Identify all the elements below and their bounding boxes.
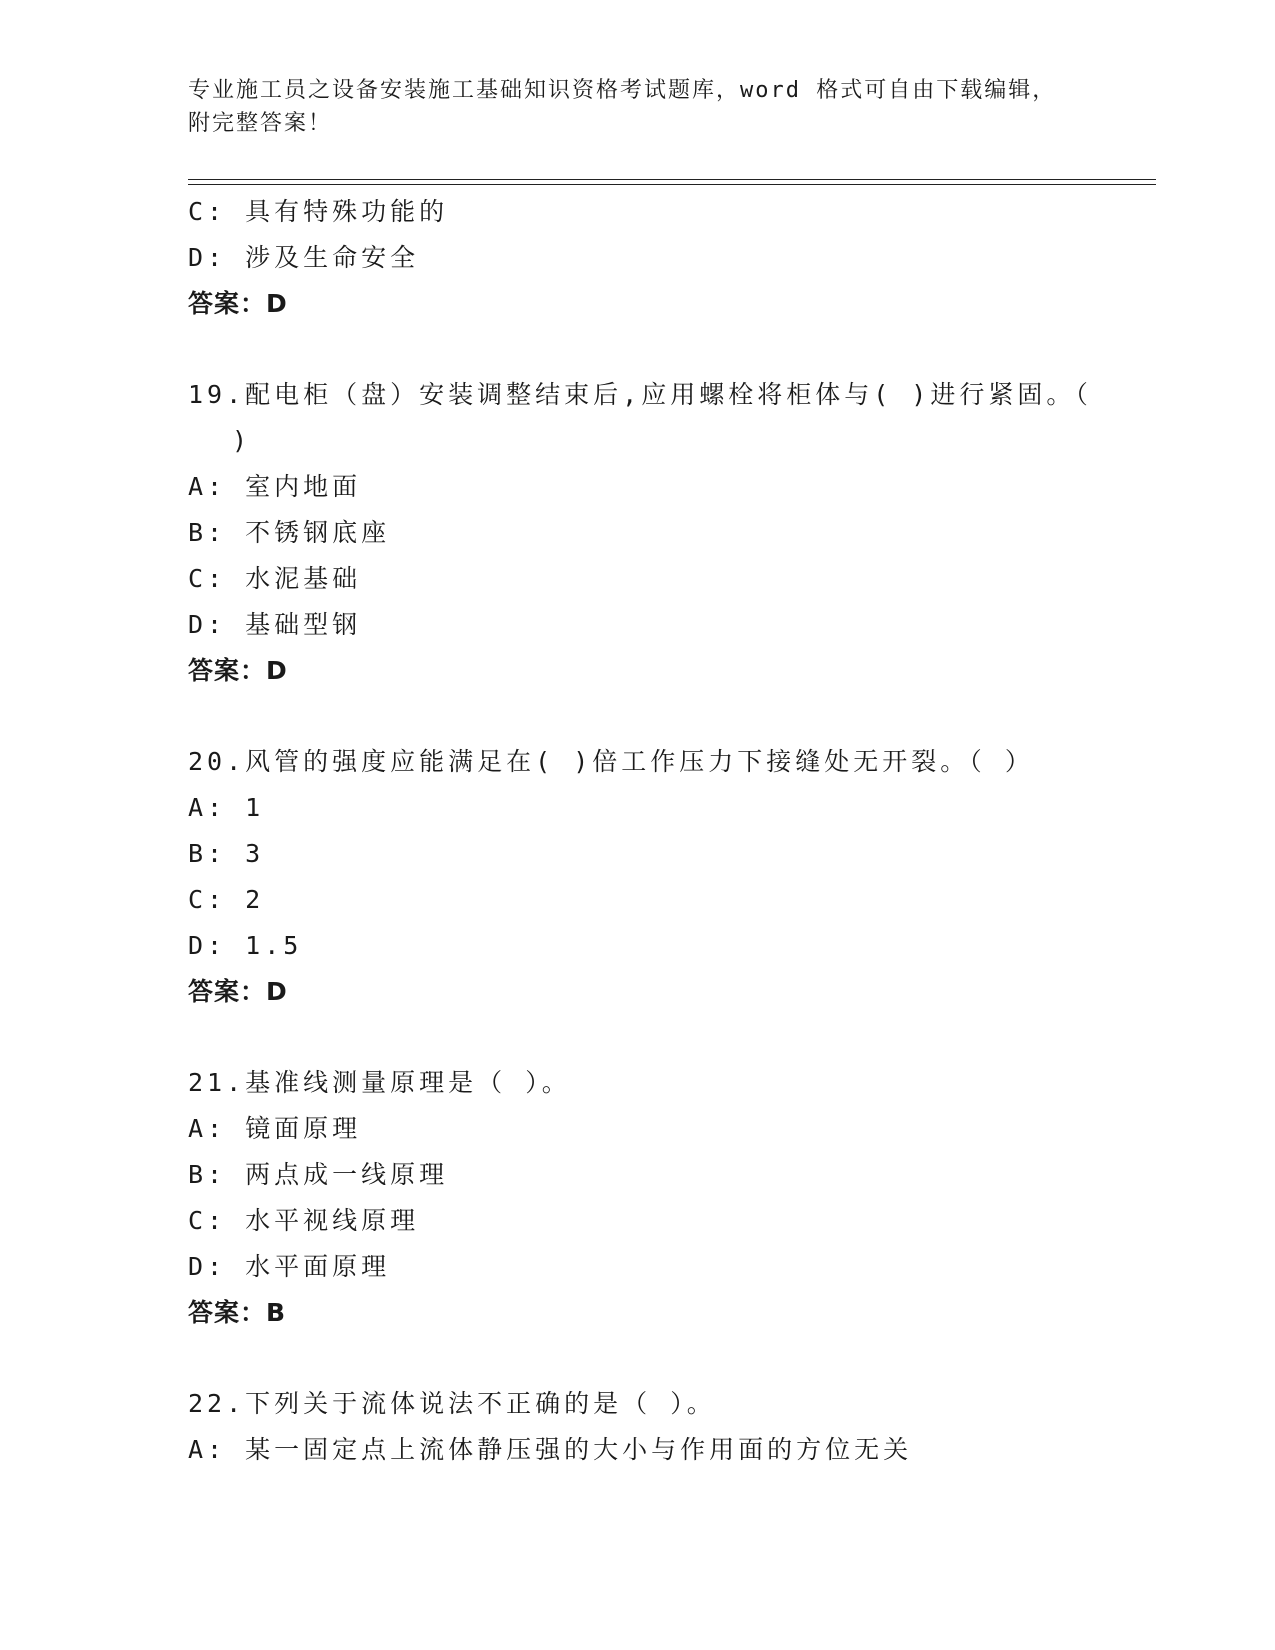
header-line-1: 专业施工员之设备安装施工基础知识资格考试题库，word 格式可自由下载编辑，: [188, 78, 1057, 103]
option-d: D: 涉及生命安全: [188, 243, 420, 272]
answer-line: 答案：D: [188, 977, 288, 1006]
option-a: A: 室内地面: [188, 472, 362, 501]
option-a: A: 1: [188, 793, 265, 822]
question-spacer: [188, 1015, 1088, 1060]
question-19: [188, 372, 1092, 694]
option-a: A: 镜面原理: [188, 1114, 362, 1143]
question-list: [188, 189, 1092, 1473]
question-21: [188, 1060, 1088, 1336]
answer-line: 答案：B: [188, 1298, 287, 1327]
question-stem-continued: ): [232, 426, 252, 455]
header-divider-bottom: [188, 184, 1156, 185]
option-c: C: 水泥基础: [188, 564, 362, 593]
question-stem: 19.配电柜（盘）安装调整结束后,应用螺栓将柜体与( )进行紧固。（: [188, 380, 1092, 409]
option-d: D: 水平面原理: [188, 1252, 391, 1281]
question-20: [188, 739, 1088, 1015]
question-spacer: [188, 327, 1088, 372]
question-22: [188, 1381, 1088, 1473]
document-header: [188, 74, 1088, 140]
answer-line: 答案：D: [188, 289, 288, 318]
answer-line: 答案：D: [188, 656, 288, 685]
option-c: C: 2: [188, 885, 265, 914]
header-line-2: 附完整答案！: [188, 111, 333, 136]
question-spacer: [188, 694, 1088, 739]
question-stem: 20.风管的强度应能满足在( )倍工作压力下接缝处无开裂。（ ）: [188, 747, 1034, 776]
question-stem: 21.基准线测量原理是（ ）。: [188, 1068, 571, 1097]
option-c: C: 水平视线原理: [188, 1206, 420, 1235]
question-18-tail: [188, 189, 1088, 327]
option-b: B: 不锈钢底座: [188, 518, 391, 547]
question-stem: 22.下列关于流体说法不正确的是（ ）。: [188, 1389, 716, 1418]
option-d: D: 1.5: [188, 931, 303, 960]
header-divider-top: [188, 179, 1156, 180]
option-b: B: 两点成一线原理: [188, 1160, 449, 1189]
option-a: A: 某一固定点上流体静压强的大小与作用面的方位无关: [188, 1435, 913, 1464]
option-d: D: 基础型钢: [188, 610, 362, 639]
option-b: B: 3: [188, 839, 265, 868]
option-c: C: 具有特殊功能的: [188, 197, 449, 226]
question-spacer: [188, 1336, 1088, 1381]
